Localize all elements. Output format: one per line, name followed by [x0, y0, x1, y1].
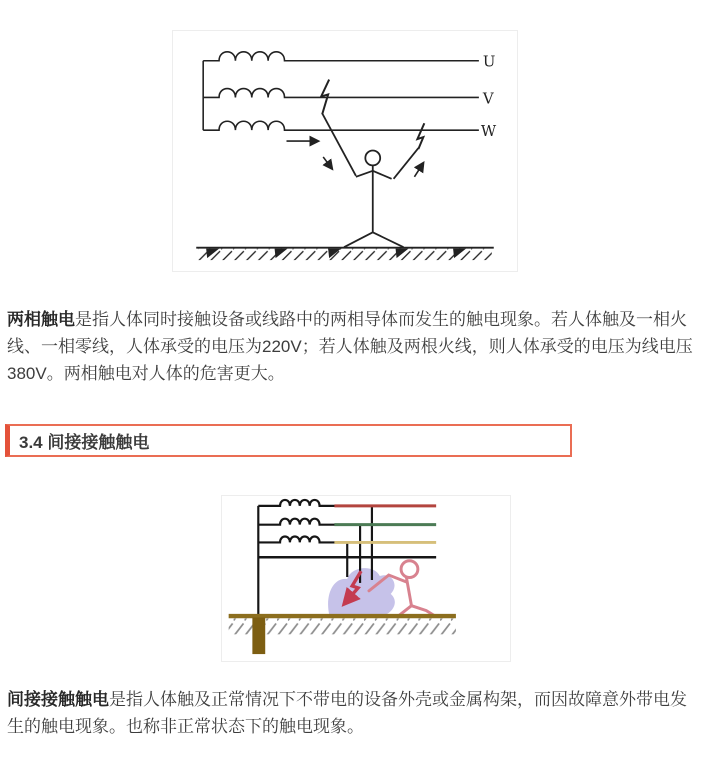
paragraph-indirect-contact-text: 是指人体触及正常情况下不带电的设备外壳或金属构架，而因故障意外带电发生的触电现象。也称非正常状态下的触电现象。: [7, 690, 687, 736]
circuit-lines: [196, 52, 494, 248]
phase-label-u: U: [482, 52, 496, 71]
coil-phase-a: [258, 500, 336, 506]
phase-u-wire: [203, 52, 479, 61]
fault-zigzag-w: [417, 123, 424, 149]
contact-line-right: [394, 148, 419, 179]
section-header-label: 3.4 间接接触触电: [19, 433, 150, 452]
phase-labels: [481, 53, 497, 140]
indirect-contact-diagram: [222, 496, 510, 661]
ground-hatching: [198, 249, 492, 260]
equipment-enclosure: [328, 568, 395, 615]
person-right-leg: [373, 232, 404, 247]
current-arrow-down-left: [323, 157, 332, 169]
figure-two-phase-shock: [172, 30, 518, 272]
coil-phase-b: [258, 519, 336, 525]
paragraph-two-phase-shock-text: 是指人体同时接触设备或线路中的两相导体而发生的触电现象。若人体触及一相火线、一相零线，人体承受的电压为220V；若人体触及两根火线，则人体承受的电压为线电压380V。两相触电对人体的危害更大。: [7, 310, 693, 383]
person-left-leg: [344, 232, 373, 247]
term-indirect-contact: 间接接触触电: [7, 690, 109, 709]
figure-indirect-contact-shock: [221, 495, 511, 662]
person-left-arm: [356, 171, 373, 177]
phase-label-v: V: [482, 89, 494, 108]
two-phase-shock-diagram: [173, 31, 517, 271]
person-right-arm: [373, 171, 392, 179]
term-two-phase-shock: 两相触电: [7, 310, 75, 329]
person-head: [365, 151, 380, 166]
phase-v-wire: [203, 89, 479, 98]
paragraph-two-phase-shock: [7, 306, 699, 387]
contact-line-left: [322, 113, 356, 175]
current-arrow-up-right: [414, 163, 423, 177]
phase-label-w: W: [480, 122, 497, 141]
grounding-electrode: [252, 618, 265, 655]
section-header-3-4: [5, 424, 572, 457]
phase-w-wire: [203, 121, 479, 130]
paragraph-indirect-contact: [7, 686, 699, 740]
person-head-2: [401, 561, 418, 578]
coil-phase-c: [258, 537, 336, 543]
person-figure: [344, 151, 404, 248]
